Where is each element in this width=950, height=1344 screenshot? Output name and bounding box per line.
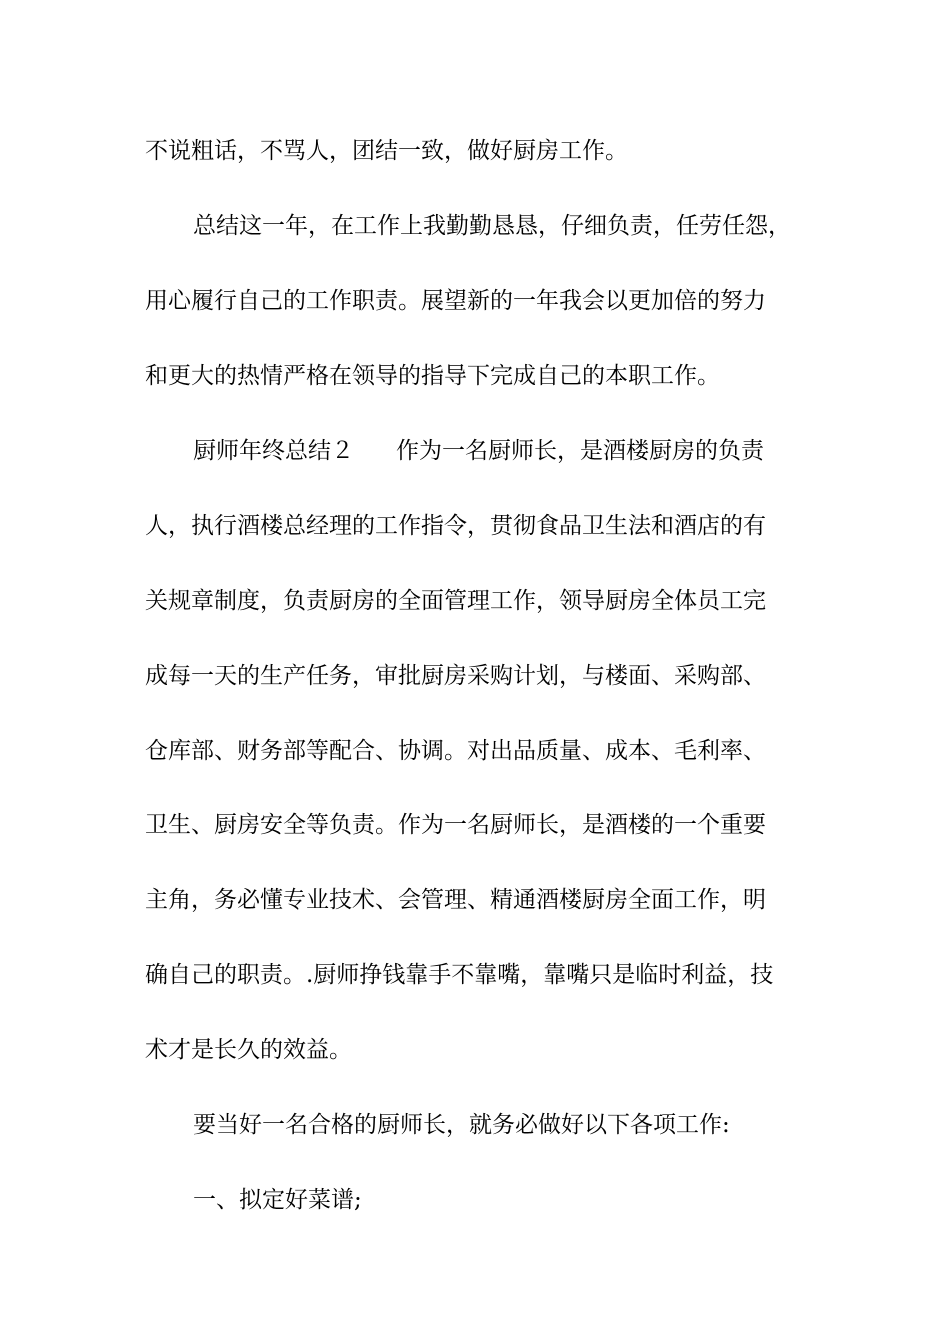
text-line: 关规章制度，负责厨房的全面管理工作，领导厨房全体员工完 (145, 588, 766, 614)
text-line: 人，执行酒楼总经理的工作指令，贯彻食品卫生法和酒店的有 (145, 513, 766, 539)
text-line: 和更大的热情严格在领导的指导下完成自己的本职工作。 (145, 363, 720, 389)
text-line: 一、拟定好菜谱; (193, 1187, 362, 1213)
text-line: 主角，务必懂专业技术、会管理、精通酒楼厨房全面工作，明 (145, 887, 766, 913)
text-line: 用心履行自己的工作职责。展望新的一年我会以更加倍的努力 (145, 288, 766, 314)
section-heading: 厨师年终总结２ (193, 438, 354, 464)
text-line: 成每一天的生产任务，审批厨房采购计划，与楼面、采购部、 (145, 663, 766, 689)
text-line: 卫生、厨房安全等负责。作为一名厨师长，是酒楼的一个重要 (145, 812, 766, 838)
text-line: 术才是长久的效益。 (145, 1037, 352, 1063)
text-line: 不说粗话，不骂人，团结一致，做好厨房工作。 (145, 138, 628, 164)
text-line: 总结这一年，在工作上我勤勤恳恳，仔细负责，任劳任怨， (193, 213, 791, 239)
text-line: 仓库部、财务部等配合、协调。对出品质量、成本、毛利率、 (145, 738, 766, 764)
text-line: 要当好一名合格的厨师长，就务必做好以下各项工作: (193, 1112, 730, 1138)
section-heading-line (193, 434, 825, 468)
text-line: 确自己的职责。.厨师挣钱靠手不靠嘴，靠嘴只是临时利益，技 (145, 962, 774, 988)
section-first-text: 作为一名厨师长，是酒楼厨房的负责 (396, 438, 764, 464)
